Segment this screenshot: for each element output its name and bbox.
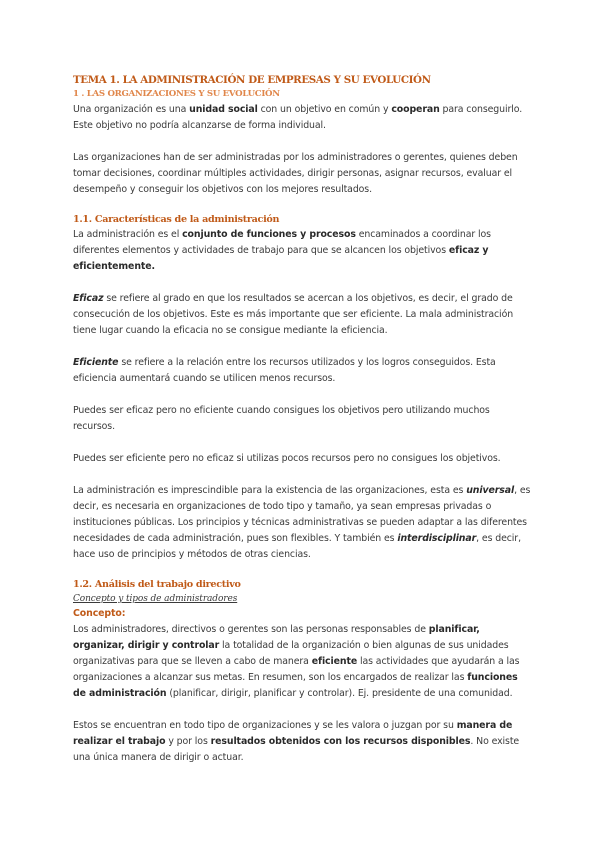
text-run: Los administradores, directivos o gerentes son las personas responsables de — [73, 624, 429, 635]
paragraph-universal — [73, 483, 533, 563]
text-run: la totalidad de la organización o bien algunas de sus unidades organizativas para que se lleven a cabo de manera — [73, 640, 509, 667]
text-run: y por los — [165, 736, 211, 747]
page-title: TEMA 1. LA ADMINISTRACIÓN DE EMPRESAS Y SU EVOLUCIÓN — [73, 74, 431, 86]
text-run: (planificar, dirigir, planificar y controlar). Ej. presidente de una comunidad. — [166, 688, 513, 699]
emphasis-text: universal — [466, 485, 515, 496]
emphasis-text: funciones de administración — [73, 672, 518, 699]
emphasis-text: eficaz y eficientemente. — [73, 245, 489, 272]
emphasis-text: Eficaz — [73, 293, 104, 304]
text-run: Las organizaciones han de ser administradas por los administradores o gerentes, quienes deben tomar decisiones, coordinar múltiples actividades, dirigir personas, asignar recursos, evaluar el desempeño y conseguir los objetivos con los mejores resultados. — [73, 152, 518, 195]
paragraph-eficiente-no-eficaz — [73, 451, 533, 467]
emphasis-text: Eficiente — [73, 357, 119, 368]
text-run: La administración es imprescindible para la existencia de las organizaciones, esta es — [73, 485, 467, 496]
text-run: se refiere a la relación entre los recursos utilizados y los logros conseguidos. Esta eficiencia aumentará cuando se utilicen menos recursos. — [73, 357, 496, 384]
paragraph-administradores — [73, 150, 533, 198]
paragraph-organizacion — [73, 102, 533, 134]
text-run: se refiere al grado en que los resultados se acercan a los objetivos, es decir, el grado de consecución de los objetivos. Este es más importante que ser eficiente. La mala administración tiene lugar cuando la eficacia no se consigue mediante la eficiencia. — [73, 293, 514, 336]
document-content — [73, 73, 533, 766]
emphasis-text: planificar, organizar, dirigir y controlar — [73, 624, 480, 651]
text-run: , es decir, hace uso de principios y métodos de otras ciencias. — [73, 533, 521, 560]
text-run: Puedes ser eficiente pero no eficaz si utilizas pocos recursos pero no consigues los objetivos. — [73, 453, 501, 464]
emphasis-text: manera de realizar el trabajo — [73, 720, 513, 747]
text-run: La administración es el — [73, 229, 183, 240]
text-run: con un objetivo en común y — [257, 104, 392, 115]
text-run: . No existe una única manera de dirigir o actuar. — [73, 736, 520, 763]
paragraph-definicion-administracion — [73, 227, 533, 275]
text-run: Puedes ser eficaz pero no eficiente cuando consigues los objetivos pero utilizando muchos recursos. — [73, 405, 490, 432]
heading-concepto-tipos: Concepto y tipos de administradores — [73, 594, 238, 604]
emphasis-text: unidad social — [189, 104, 258, 115]
heading-analisis-trabajo-directivo: 1.2. Análisis del trabajo directivo — [73, 579, 241, 590]
paragraph-organizaciones-valoracion — [73, 718, 533, 766]
emphasis-text: conjunto de funciones y procesos — [182, 229, 356, 240]
text-run: Estos se encuentran en todo tipo de organizaciones y se les valora o juzgan por su — [73, 720, 457, 731]
text-run: encaminados a coordinar los diferentes elementos y actividades de trabajo para que se alcancen los objetivos — [73, 229, 491, 256]
text-run: Una organización es una — [73, 104, 190, 115]
paragraph-eficaz — [73, 291, 533, 339]
heading-concepto: Concepto: — [73, 608, 126, 619]
emphasis-text: resultados obtenidos con los recursos disponibles — [210, 736, 471, 747]
text-run: las actividades que ayudarán a las organizaciones a alcanzar sus metas. En resumen, son los encargados de realizar las — [73, 656, 520, 683]
paragraph-eficaz-no-eficiente — [73, 403, 533, 435]
section-subtitle: 1 . LAS ORGANIZACIONES Y SU EVOLUCIÓN — [73, 89, 280, 99]
emphasis-text: interdisciplinar — [397, 533, 477, 544]
emphasis-text: cooperan — [391, 104, 440, 115]
heading-caracteristicas: 1.1. Características de la administración — [73, 214, 280, 225]
text-run: , es decir, es necesaria en organizaciones de todo tipo y tamaño, ya sean empresas privadas o instituciones públicas. Los principios y técnicas administrativas se pueden adaptar a las diferentes necesidades de cada administración, pues son flexibles. Y también es — [73, 485, 531, 544]
paragraph-definicion-administradores — [73, 622, 533, 702]
paragraph-eficiente — [73, 355, 533, 387]
emphasis-text: eficiente — [311, 656, 358, 667]
text-run: para conseguirlo. Este objetivo no podría alcanzarse de forma individual. — [73, 104, 523, 131]
